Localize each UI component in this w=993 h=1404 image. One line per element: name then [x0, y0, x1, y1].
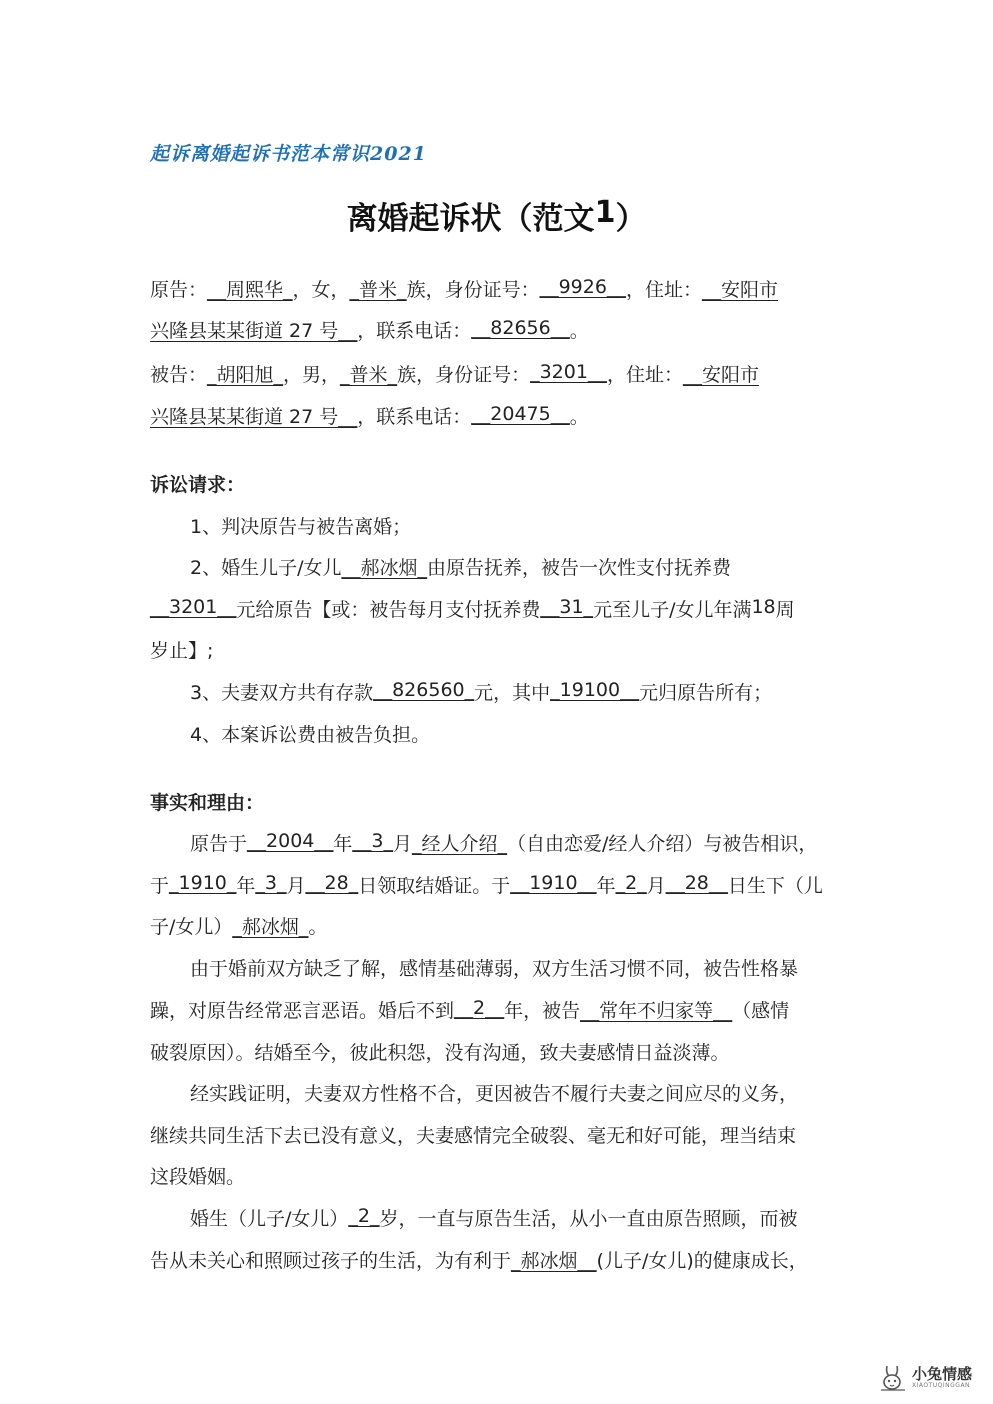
- claim-3-share: _19100__: [550, 679, 640, 701]
- claim-2-text-4: 元至儿子/女儿年满: [593, 599, 752, 621]
- facts-p2b-text-2: 年，被告: [504, 1000, 581, 1022]
- plaintiff-address: __安阳市: [701, 279, 778, 301]
- marriage-day: __28_: [305, 872, 359, 894]
- title-close: ）: [615, 201, 647, 237]
- plaintiff-phone-label: ，联系电话：: [357, 320, 472, 342]
- facts-p2b-text-3: （感情: [732, 1000, 790, 1022]
- child-age: _2_: [348, 1205, 380, 1227]
- defendant-end: 。: [569, 406, 589, 428]
- defendant-address: __安阳市: [682, 364, 759, 386]
- facts-p1-text-2: 年: [333, 833, 353, 855]
- facts-p1c-text-1: 子/女儿）: [150, 916, 233, 938]
- facts-p2b-text-1: 躁，对原告经常恶言恶语。婚后不到: [150, 1000, 455, 1022]
- marriage-year: _1910_: [169, 872, 237, 894]
- plaintiff-id: __9926__: [539, 276, 626, 298]
- facts-p1b-text-6: 月: [646, 875, 666, 897]
- facts-p2-line-2: [150, 996, 789, 1023]
- logo-en: XIAOTUQINGGAN: [912, 1382, 971, 1389]
- plaintiff-id-label: 族，身份证号：: [406, 279, 540, 301]
- claim-3-text-2: 元，其中: [474, 682, 551, 704]
- defendant-ethnic: _普米_: [340, 364, 398, 386]
- claims-heading: 诉讼请求：: [150, 474, 246, 496]
- logo-cn: 小兔情感: [912, 1365, 973, 1383]
- facts-p4a-text-1: 婚生（儿子/女儿）: [190, 1208, 349, 1230]
- claim-2-text-5: 周: [775, 599, 795, 621]
- facts-p4-child-name: _郝冰烟__: [511, 1250, 597, 1272]
- claim-3-total: __826560_: [373, 679, 475, 701]
- birth-month: _2_: [615, 872, 647, 894]
- facts-p3-line-1: 经实践证明，夫妻双方性格不合，更因被告不履行夫妻之间应尽的义务，: [190, 1083, 799, 1105]
- claim-2-lump-sum: __3201__: [150, 596, 237, 618]
- facts-p1-text-1: 原告于: [190, 833, 248, 855]
- claim-1: 1、判决原告与被告离婚；: [190, 516, 412, 538]
- facts-p4b-text-1: 告从未关心和照顾过孩子的生活，为有利于: [150, 1250, 512, 1272]
- claim-2-monthly: __31_: [540, 596, 594, 618]
- facts-p1c-end: 。: [308, 916, 328, 938]
- plaintiff-gender: ，女，: [292, 279, 350, 301]
- plaintiff-line-1: [150, 275, 778, 302]
- defendant-id: _3201__: [530, 361, 607, 383]
- claim-2-line-3: 岁止】;: [150, 640, 214, 662]
- facts-p1-line-2: [150, 871, 823, 898]
- claim-2-text-3: 元给原告【或：被告每月支付抚养费: [236, 599, 541, 621]
- marriage-month: _3_: [255, 872, 287, 894]
- document-title: [0, 193, 993, 238]
- facts-p2-line-1: 由于婚前双方缺乏了解，感情基础薄弱，双方生活习惯不同，被告性格暴: [190, 958, 799, 980]
- watermark-logo: [878, 1360, 986, 1396]
- claim-3-text-3: 元归原告所有；: [639, 682, 773, 704]
- facts-p4-line-2: [150, 1246, 808, 1273]
- defendant-label: 被告：: [150, 364, 208, 386]
- facts-p1-line-3: [150, 912, 327, 939]
- defendant-line-1: [150, 360, 759, 387]
- plaintiff-name: __周熙华_: [207, 279, 293, 301]
- facts-p4-line-1: [190, 1204, 798, 1231]
- defendant-id-label: 族，身份证号：: [397, 364, 531, 386]
- defendant-address-cont: 兴隆县某某街道 27 号__: [150, 406, 358, 428]
- defendant-gender: ，男，: [283, 364, 341, 386]
- birth-year: __1910__: [510, 872, 597, 894]
- defendant-line-2: [150, 402, 589, 429]
- document-header: 起诉离婚起诉书范本常识2021: [150, 143, 427, 165]
- claim-2-age: 18: [751, 596, 776, 618]
- plaintiff-end: 。: [569, 320, 589, 342]
- defendant-name: _胡阳旭_: [207, 364, 284, 386]
- facts-p1-text-3: 月: [392, 833, 412, 855]
- facts-p1b-text-1: 于: [150, 875, 170, 897]
- facts-p1b-text-3: 月: [286, 875, 306, 897]
- breakdown-reason: __常年不归家等__: [580, 1000, 733, 1022]
- facts-p1b-text-7: 日生下（儿: [727, 875, 823, 897]
- plaintiff-ethnic: _普米_: [349, 279, 407, 301]
- defendant-phone: __20475__: [471, 403, 570, 425]
- facts-p2-line-3: 破裂原因）。结婚至今，彼此积怨，没有沟通，致夫妻感情日益淡薄。: [150, 1042, 730, 1064]
- plaintiff-address-cont: 兴隆县某某街道 27 号__: [150, 320, 358, 342]
- facts-p4a-text-2: 岁，一直与原告生活，从小一直由原告照顾，而被: [379, 1208, 798, 1230]
- meet-month: __3_: [352, 830, 393, 852]
- title-number: 1: [594, 195, 616, 230]
- defendant-phone-label: ，联系电话：: [357, 406, 472, 428]
- facts-p1b-text-2: 年: [236, 875, 256, 897]
- facts-p1b-text-4: 日领取结婚证。于: [358, 875, 511, 897]
- claim-2-child-name: __郝冰烟_: [341, 557, 428, 579]
- facts-heading: 事实和理由：: [150, 792, 265, 814]
- facts-p1-line-1: [190, 829, 817, 856]
- claim-2-line-1: [190, 553, 731, 580]
- facts-p3-line-2: 继续共同生活下去已没有意义，夫妻感情完全破裂、毫无和好可能，理当结束: [150, 1125, 797, 1147]
- claim-2-text-2: 由原告抚养，被告一次性支付抚养费: [427, 557, 732, 579]
- claim-2-text-1: 2、婚生儿子/女儿: [190, 557, 342, 579]
- birth-day: __28__: [665, 872, 728, 894]
- meet-year: __2004__: [247, 830, 334, 852]
- plaintiff-label: 原告：: [150, 279, 208, 301]
- facts-p3-line-3: 这段婚姻。: [150, 1166, 246, 1188]
- facts-child-name: _郝冰烟_: [232, 916, 309, 938]
- logo-text: [912, 1366, 972, 1390]
- title-text: 离婚起诉状（范文: [346, 201, 595, 237]
- facts-p4b-text-2: (儿子/女儿)的健康成长，: [596, 1250, 808, 1272]
- years-married: __2__: [454, 997, 505, 1019]
- plaintiff-address-label: ，住址：: [625, 279, 702, 301]
- rabbit-logo-icon: [878, 1363, 908, 1393]
- claim-3: [190, 678, 772, 705]
- facts-p1b-text-5: 年: [596, 875, 616, 897]
- facts-p1-text-4: （自由恋爱/经人介绍）与被告相识，: [507, 833, 818, 855]
- claim-4: 4、本案诉讼费由被告负担。: [190, 724, 431, 746]
- meet-method: _经人介绍_: [412, 833, 508, 855]
- plaintiff-phone: __82656__: [471, 317, 570, 339]
- defendant-address-label: ，住址：: [606, 364, 683, 386]
- claim-3-text-1: 3、夫妻双方共有存款: [190, 682, 374, 704]
- claim-2-line-2: [150, 595, 795, 622]
- plaintiff-line-2: [150, 316, 589, 343]
